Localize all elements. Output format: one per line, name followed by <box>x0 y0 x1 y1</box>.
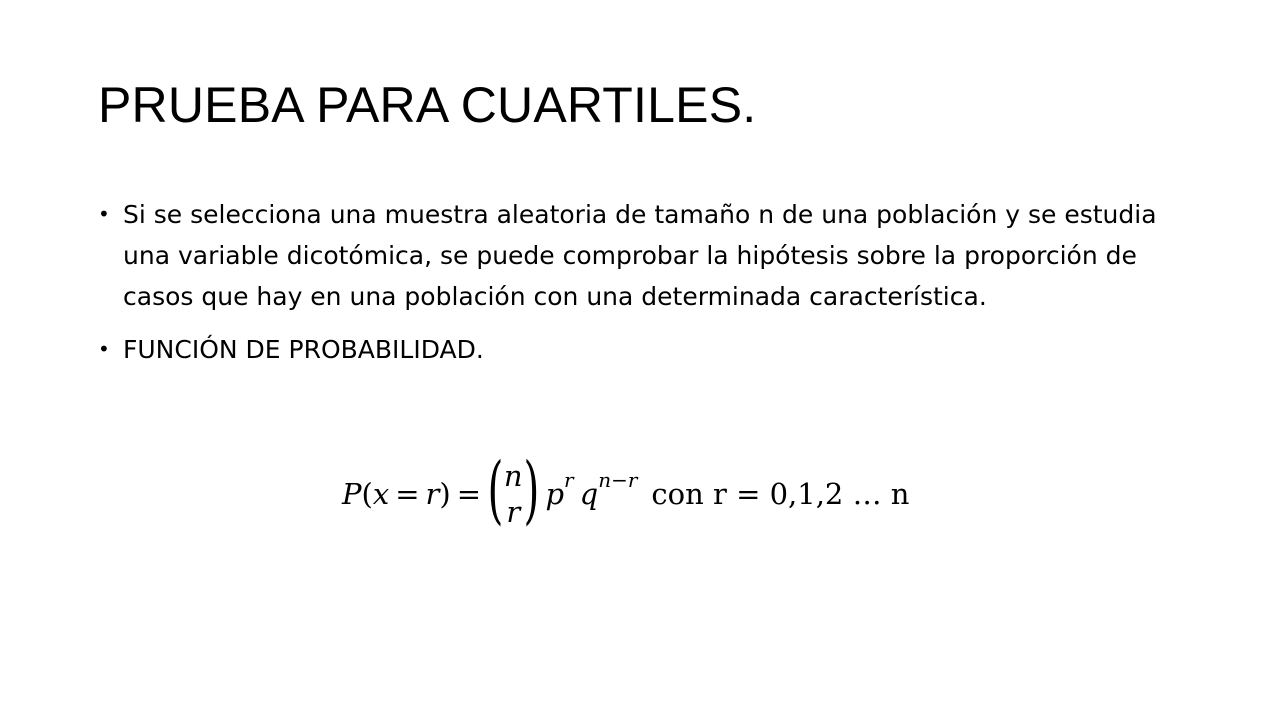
formula-close-paren: ) <box>439 477 451 511</box>
formula-x: x <box>372 477 390 511</box>
binomial-left-paren: ( <box>487 447 504 533</box>
bullet-item-probability-function <box>98 329 1208 370</box>
formula-r: r <box>425 477 440 511</box>
bullet-text: Si se selecciona una muestra aleatoria de tamaño n de una población y se estudia una variable dicotómica, se puede comprobar la hipótesis sobre la proporción de casos que hay en una población con una determinada característica. <box>123 200 1157 311</box>
formula-P: P <box>342 477 362 511</box>
binomial-right-paren: ) <box>523 447 539 533</box>
bullet-marker: • <box>98 337 110 361</box>
formula-p: p <box>545 477 565 511</box>
slide-title: PRUEBA PARA CUARTILES. <box>98 77 757 133</box>
formula-p-exponent: r <box>564 468 574 492</box>
formula-inner-equals: = <box>395 477 420 511</box>
formula-q: q <box>579 477 599 511</box>
bullet-item-definition <box>98 194 1208 317</box>
binomial-top: n <box>503 459 523 493</box>
formula-condition: con r = 0,1,2 … n <box>651 477 910 511</box>
bullet-text: FUNCIÓN DE PROBABILIDAD. <box>123 335 484 364</box>
formula-q-exponent: n−r <box>598 468 638 492</box>
formula-equals: = <box>456 477 482 511</box>
bullet-list <box>98 194 1208 382</box>
probability-formula <box>342 447 910 536</box>
binomial-coefficient <box>504 458 523 530</box>
bullet-marker: • <box>98 202 110 226</box>
formula-open-paren: ( <box>361 477 373 511</box>
binomial-bottom: r <box>506 495 521 529</box>
